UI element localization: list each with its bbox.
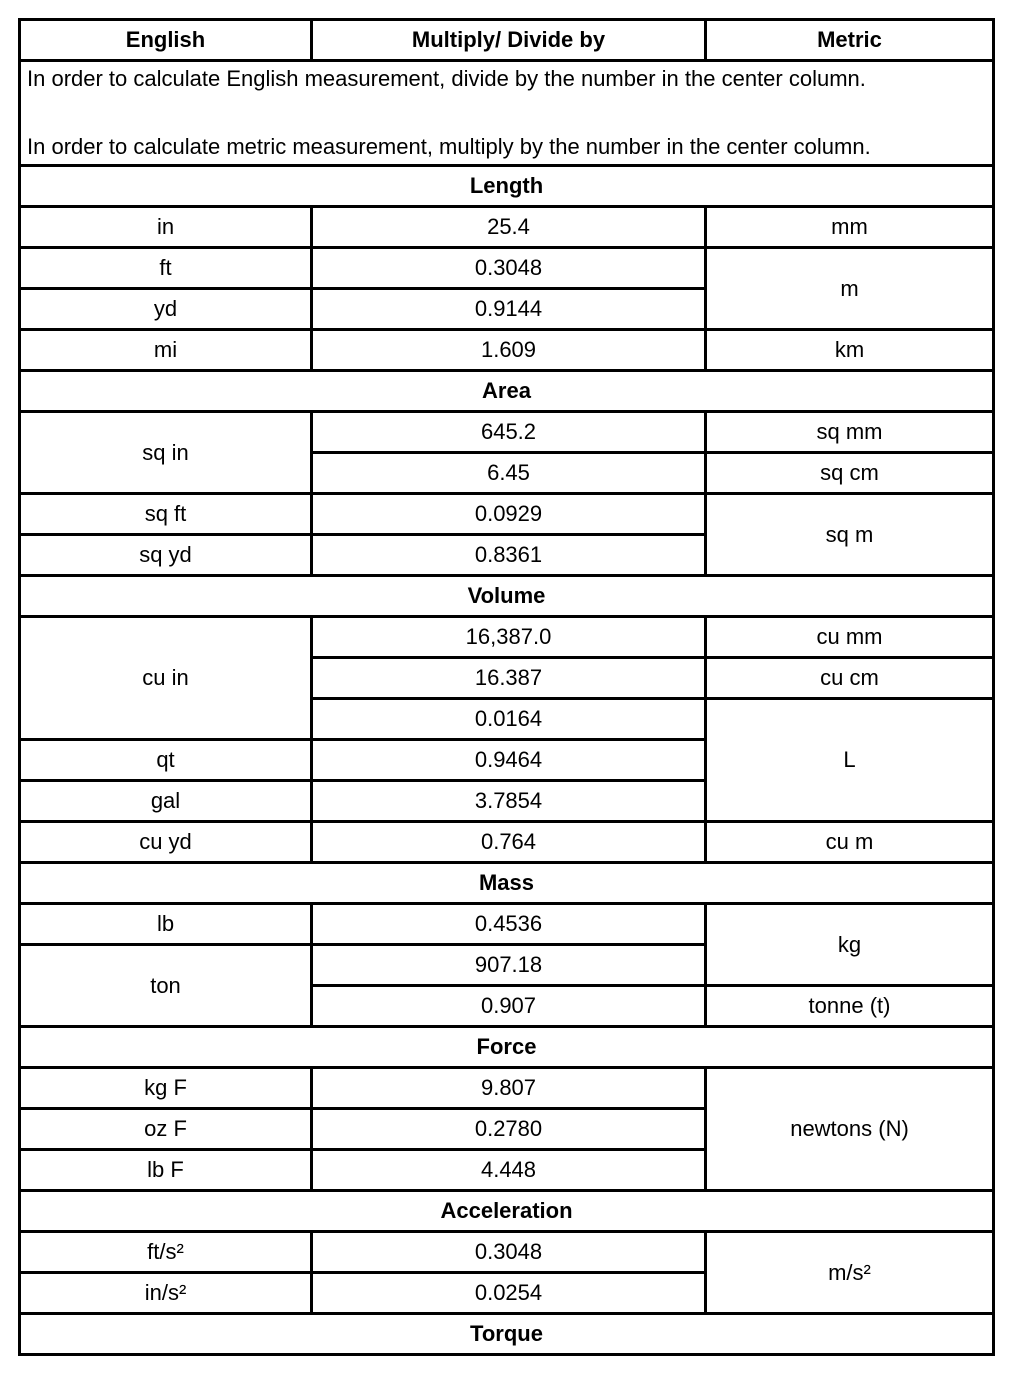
section-row-torque xyxy=(20,1314,994,1355)
factor-value: 0.764 xyxy=(312,822,706,863)
header-metric: Metric xyxy=(706,20,994,61)
factor-value: 6.45 xyxy=(312,453,706,494)
english-unit: ft/s² xyxy=(20,1232,312,1273)
header-row xyxy=(20,20,994,61)
english-unit: kg F xyxy=(20,1068,312,1109)
section-title-volume: Volume xyxy=(20,576,994,617)
english-unit: oz F xyxy=(20,1109,312,1150)
section-title-torque: Torque xyxy=(20,1314,994,1355)
english-unit: gal xyxy=(20,781,312,822)
instruction-english: In order to calculate English measurement, divide by the number in the center column. xyxy=(27,66,866,91)
factor-value: 907.18 xyxy=(312,945,706,986)
section-row-mass xyxy=(20,863,994,904)
table-row xyxy=(20,494,994,535)
metric-unit: km xyxy=(706,330,994,371)
english-unit: in xyxy=(20,207,312,248)
metric-unit: cu m xyxy=(706,822,994,863)
instructions-row xyxy=(20,61,994,166)
metric-unit: mm xyxy=(706,207,994,248)
factor-value: 9.807 xyxy=(312,1068,706,1109)
factor-value: 16,387.0 xyxy=(312,617,706,658)
factor-value: 0.9464 xyxy=(312,740,706,781)
metric-unit: m xyxy=(706,248,994,330)
factor-value: 0.3048 xyxy=(312,1232,706,1273)
factor-value: 0.4536 xyxy=(312,904,706,945)
factor-value: 1.609 xyxy=(312,330,706,371)
english-unit: yd xyxy=(20,289,312,330)
table-row xyxy=(20,1068,994,1109)
metric-unit: sq mm xyxy=(706,412,994,453)
table-row xyxy=(20,330,994,371)
table-row xyxy=(20,412,994,453)
metric-unit: newtons (N) xyxy=(706,1068,994,1191)
english-unit: qt xyxy=(20,740,312,781)
conversion-table xyxy=(18,18,995,1356)
metric-unit: cu cm xyxy=(706,658,994,699)
table-row xyxy=(20,207,994,248)
metric-unit: sq m xyxy=(706,494,994,576)
section-row-length xyxy=(20,166,994,207)
english-unit: sq yd xyxy=(20,535,312,576)
section-title-mass: Mass xyxy=(20,863,994,904)
instructions-cell xyxy=(20,61,994,166)
english-unit: in/s² xyxy=(20,1273,312,1314)
factor-value: 0.0254 xyxy=(312,1273,706,1314)
section-title-length: Length xyxy=(20,166,994,207)
factor-value: 0.907 xyxy=(312,986,706,1027)
metric-unit: tonne (t) xyxy=(706,986,994,1027)
factor-value: 16.387 xyxy=(312,658,706,699)
table-row xyxy=(20,617,994,658)
section-title-acceleration: Acceleration xyxy=(20,1191,994,1232)
table-row xyxy=(20,904,994,945)
metric-unit: sq cm xyxy=(706,453,994,494)
english-unit: cu in xyxy=(20,617,312,740)
factor-value: 3.7854 xyxy=(312,781,706,822)
english-unit: ton xyxy=(20,945,312,1027)
section-row-force xyxy=(20,1027,994,1068)
section-title-area: Area xyxy=(20,371,994,412)
instruction-metric: In order to calculate metric measurement, multiply by the number in the center column. xyxy=(27,134,871,159)
section-title-force: Force xyxy=(20,1027,994,1068)
english-unit: cu yd xyxy=(20,822,312,863)
metric-unit: L xyxy=(706,699,994,822)
factor-value: 25.4 xyxy=(312,207,706,248)
factor-value: 645.2 xyxy=(312,412,706,453)
factor-value: 0.2780 xyxy=(312,1109,706,1150)
section-row-volume xyxy=(20,576,994,617)
table-row xyxy=(20,248,994,289)
english-unit: mi xyxy=(20,330,312,371)
metric-unit: cu mm xyxy=(706,617,994,658)
table-row xyxy=(20,1232,994,1273)
factor-value: 0.3048 xyxy=(312,248,706,289)
metric-unit: kg xyxy=(706,904,994,986)
header-factor: Multiply/ Divide by xyxy=(312,20,706,61)
english-unit: sq ft xyxy=(20,494,312,535)
metric-unit: m/s² xyxy=(706,1232,994,1314)
english-unit: lb xyxy=(20,904,312,945)
factor-value: 0.0929 xyxy=(312,494,706,535)
section-row-area xyxy=(20,371,994,412)
table-row xyxy=(20,822,994,863)
factor-value: 0.9144 xyxy=(312,289,706,330)
english-unit: sq in xyxy=(20,412,312,494)
factor-value: 0.8361 xyxy=(312,535,706,576)
header-english: English xyxy=(20,20,312,61)
factor-value: 0.0164 xyxy=(312,699,706,740)
english-unit: lb F xyxy=(20,1150,312,1191)
section-row-acceleration xyxy=(20,1191,994,1232)
english-unit: ft xyxy=(20,248,312,289)
factor-value: 4.448 xyxy=(312,1150,706,1191)
